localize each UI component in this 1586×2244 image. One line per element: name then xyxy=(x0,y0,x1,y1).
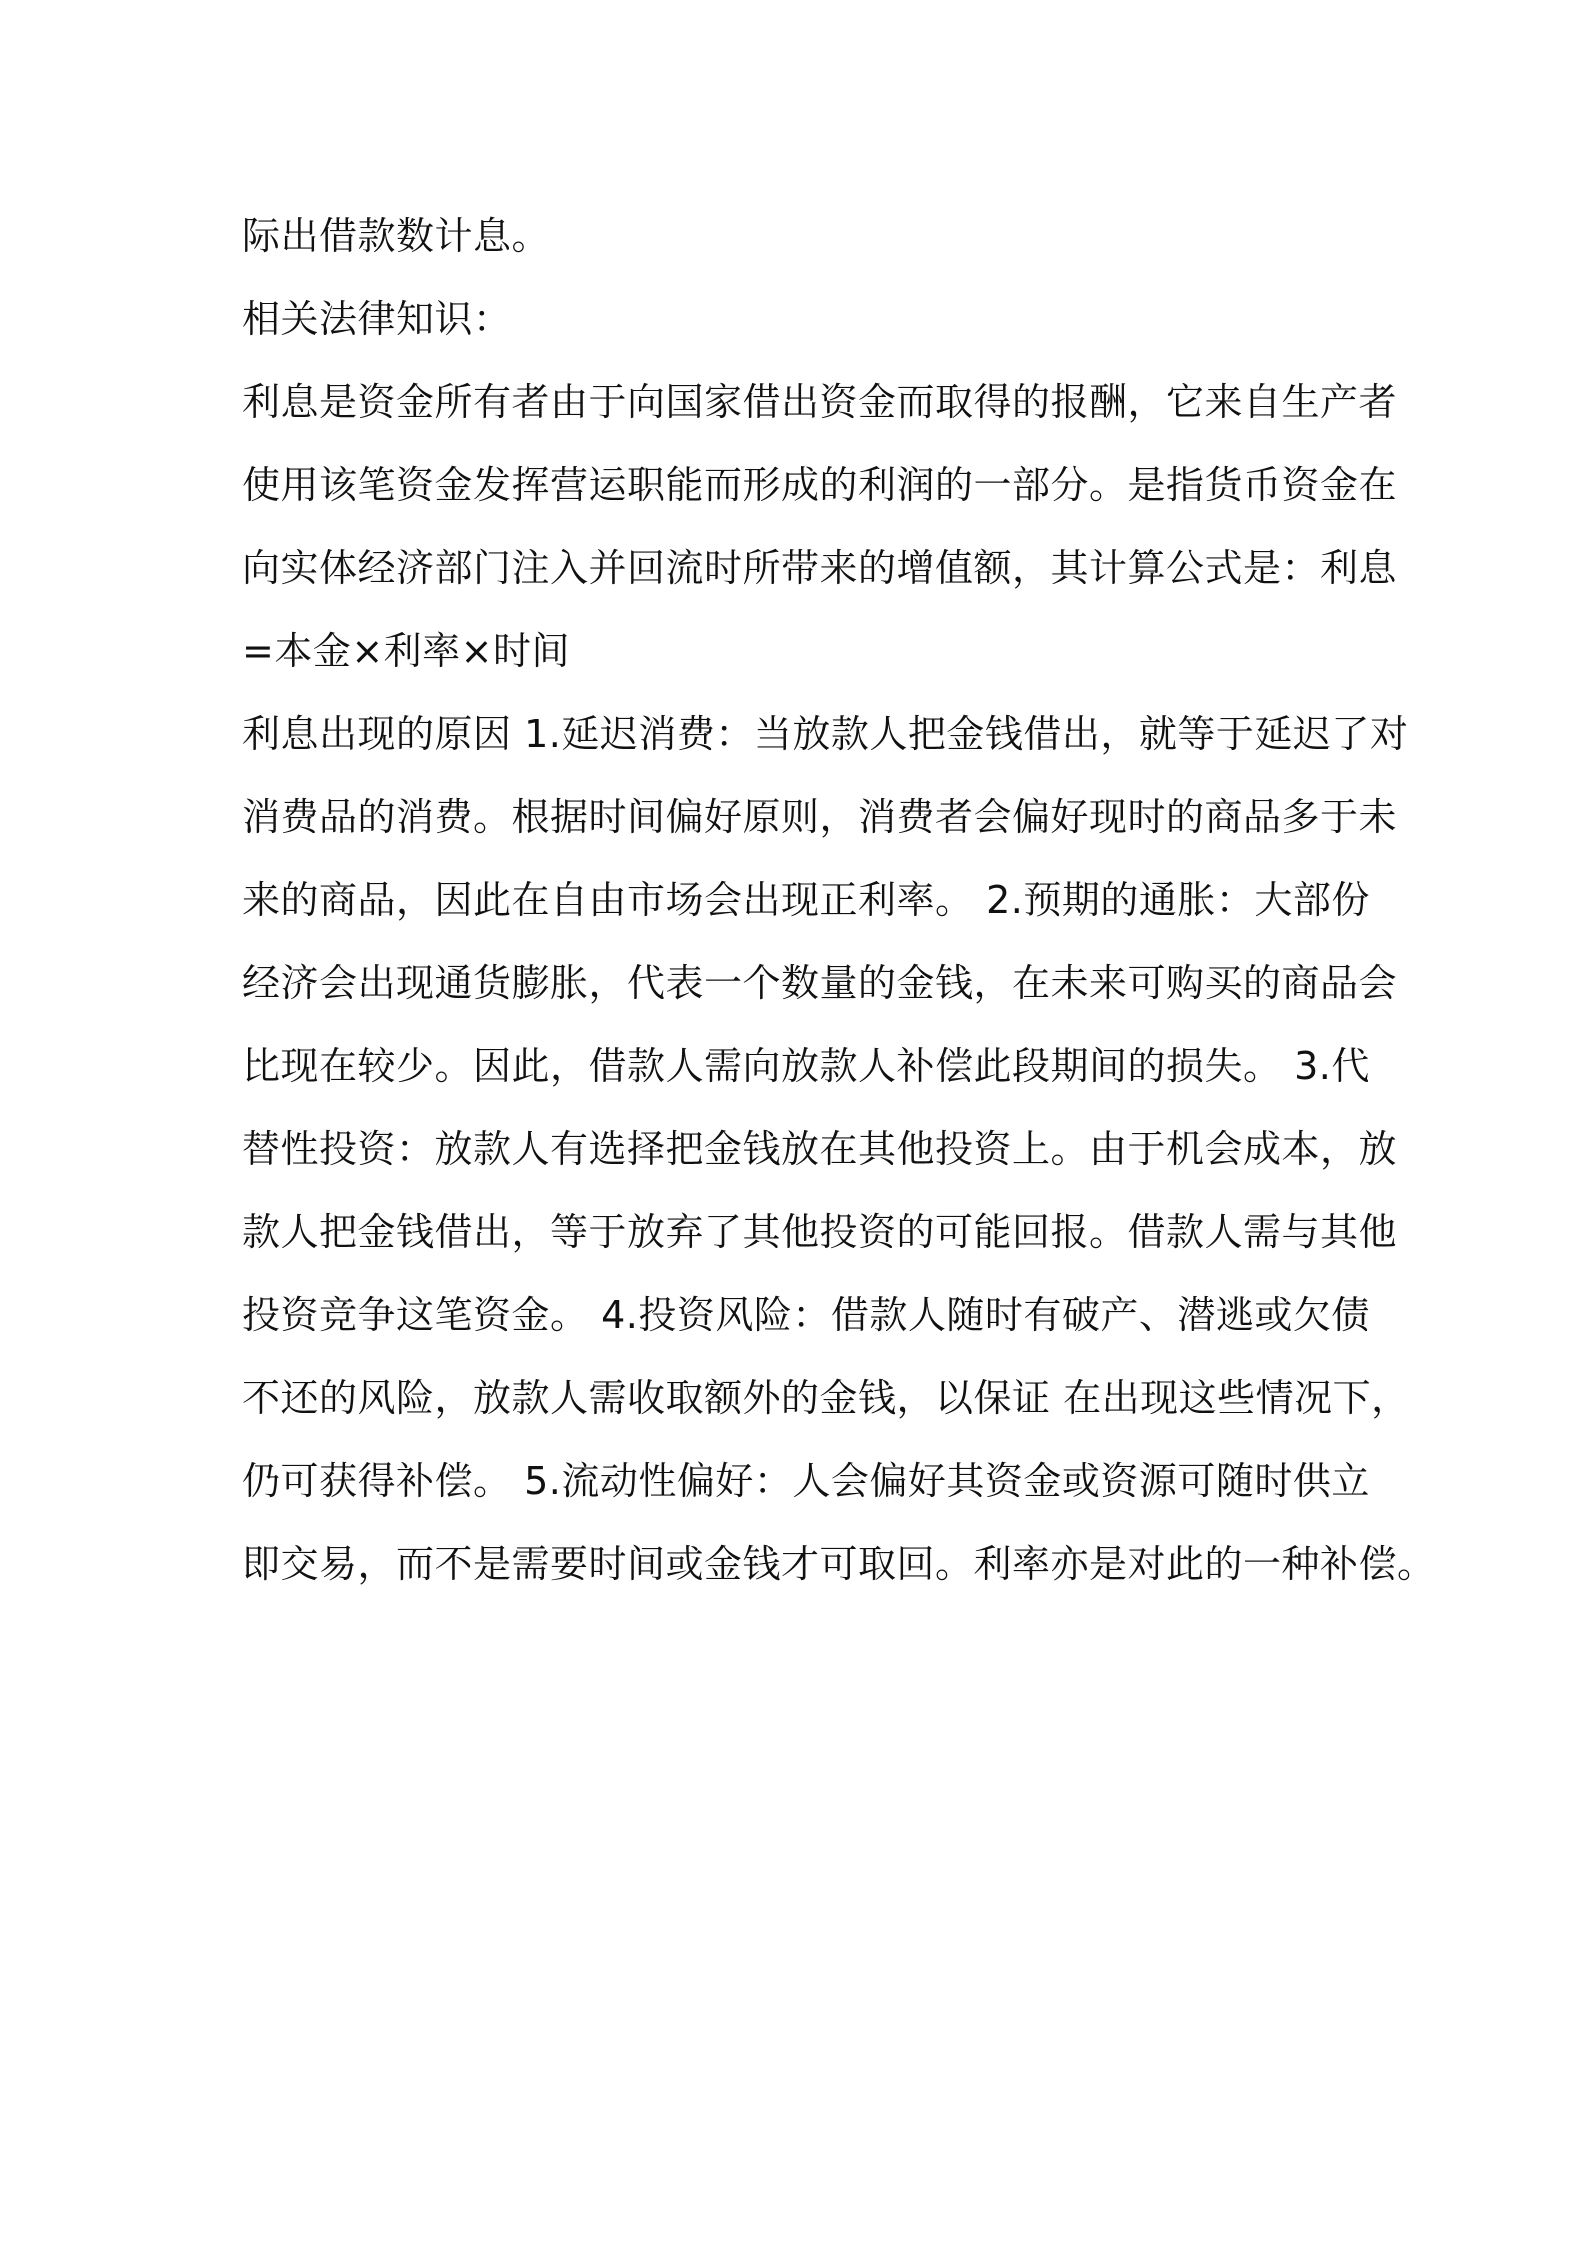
text-line: 款人把金钱借出，等于放弃了其他投资的可能回报。借款人需与其他 xyxy=(242,1210,1398,1254)
text-line: 利息是资金所有者由于向国家借出资金而取得的报酬，它来自生产者 xyxy=(242,380,1398,424)
document-body xyxy=(242,195,1436,1606)
text-line: 替性投资：放款人有选择把金钱放在其他投资上。由于机会成本，放 xyxy=(242,1127,1398,1171)
text-line: 经济会出现通货膨胀，代表一个数量的金钱，在未来可购买的商品会 xyxy=(242,961,1398,1005)
text-line: 消费品的消费。根据时间偏好原则，消费者会偏好现时的商品多于未 xyxy=(242,795,1398,839)
text-line: 仍可获得补偿。 5.流动性偏好：人会偏好其资金或资源可随时供立 xyxy=(242,1459,1370,1503)
text-line: 际出借款数计息。 xyxy=(242,214,551,258)
text-line: 即交易，而不是需要时间或金钱才可取回。利率亦是对此的一种补偿。 xyxy=(242,1542,1436,1586)
section-heading: 相关法律知识： xyxy=(242,297,512,341)
text-line: 利息出现的原因 1.延迟消费：当放款人把金钱借出，就等于延迟了对 xyxy=(242,712,1409,756)
text-line: 使用该笔资金发挥营运职能而形成的利润的一部分。是指货币资金在 xyxy=(242,463,1398,507)
text-line: 来的商品，因此在自由市场会出现正利率。 2.预期的通胀：大部份 xyxy=(242,878,1370,922)
formula-line: =本金×利率×时间 xyxy=(242,629,571,673)
text-line: 比现在较少。因此，借款人需向放款人补偿此段期间的损失。 3.代 xyxy=(242,1044,1370,1088)
text-line: 不还的风险，放款人需收取额外的金钱，以保证 在出现这些情况下， xyxy=(242,1376,1410,1420)
text-line: 投资竞争这笔资金。 4.投资风险：借款人随时有破产、潜逃或欠债 xyxy=(242,1293,1370,1337)
text-line: 向实体经济部门注入并回流时所带来的增值额，其计算公式是：利息 xyxy=(242,546,1398,590)
